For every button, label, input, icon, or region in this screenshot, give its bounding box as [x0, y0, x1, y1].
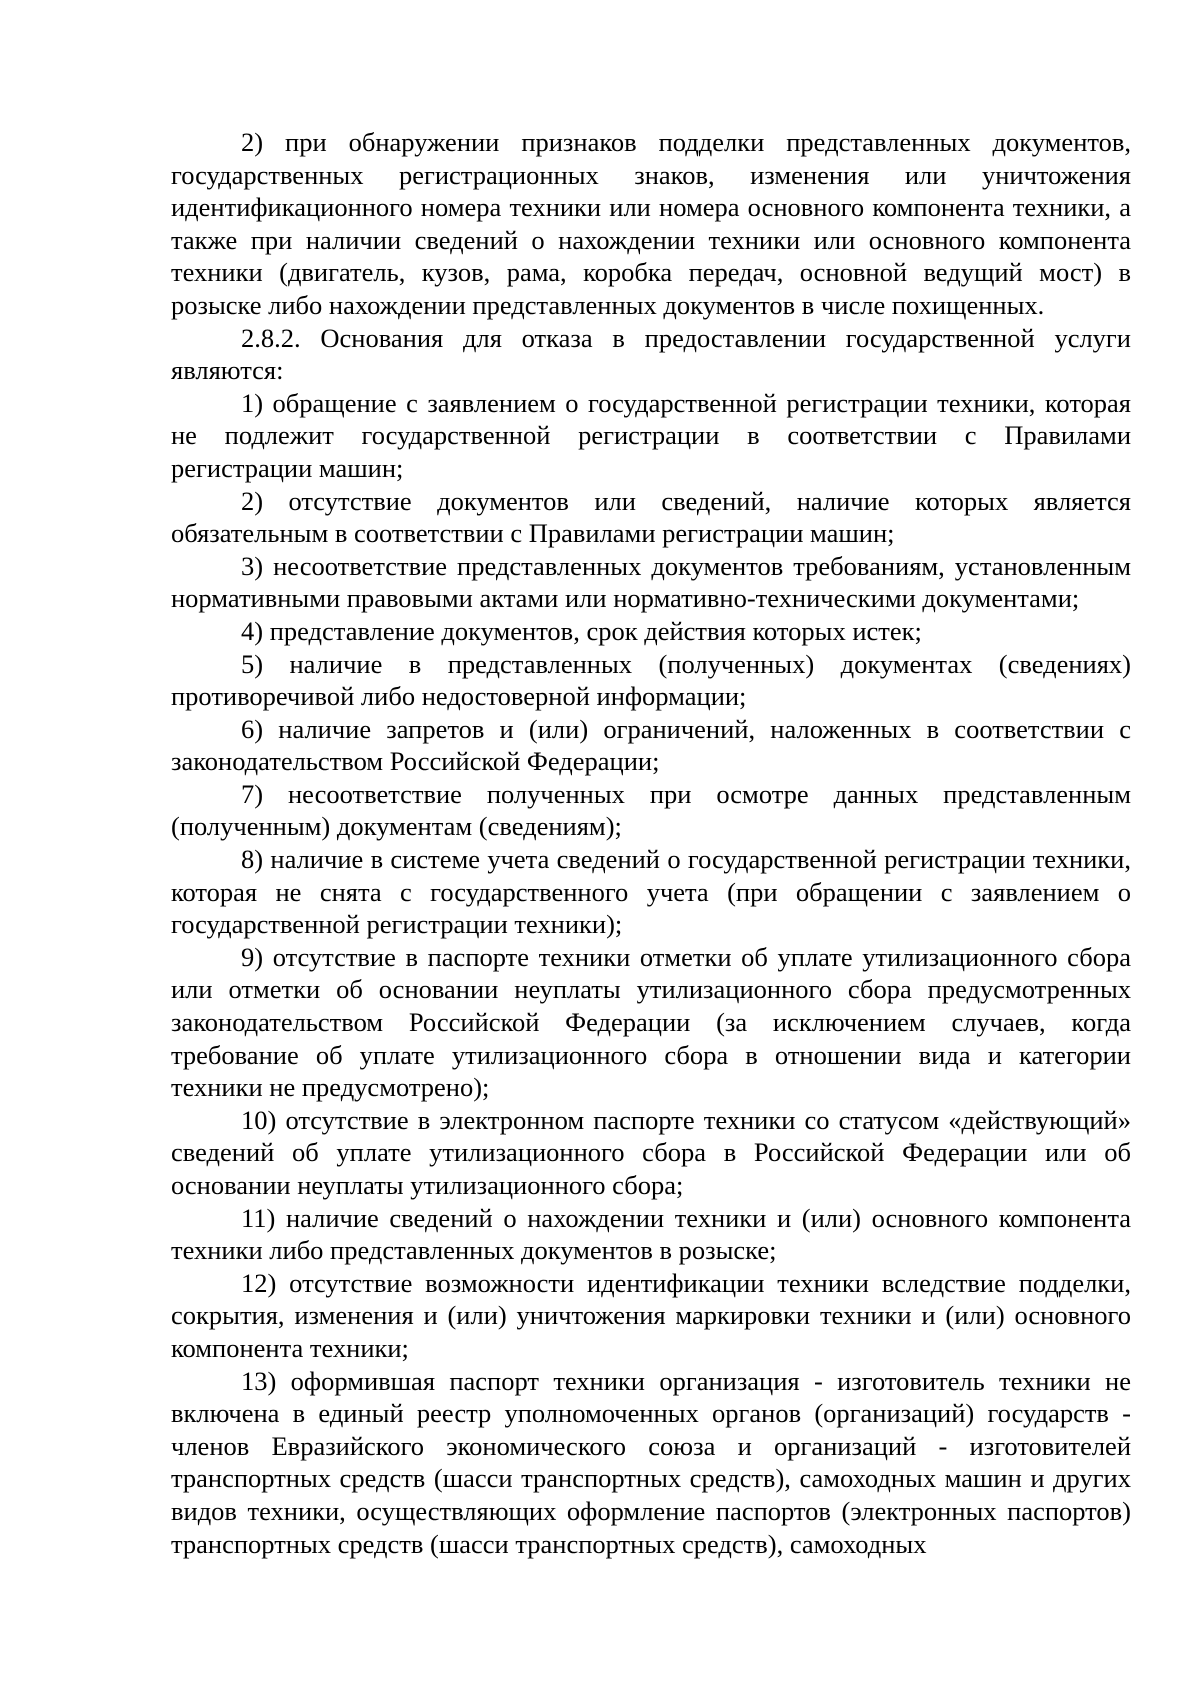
paragraph-ground-13: 13) оформившая паспорт техники организация - изготовитель техники не включена в единый реестр уполномоченных органов (организаций) государств - членов Евразийского экономического союза и организаций - изготовителей транспортных средств (шасси транспортных средств), самоходных машин и других видов техники, осуществляющих оформление паспортов (электронных паспортов) транспортных средств (шасси транспортных средств), самоходных	[171, 1365, 1131, 1559]
paragraph-ground-8: 8) наличие в системе учета сведений о государственной регистрации техники, которая не снята с государственного учета (при обращении с заявлением о государственной регистрации техники);	[171, 844, 1131, 940]
paragraph-ground-1: 1) обращение с заявлением о государственной регистрации техники, которая не подлежит государственной регистрации в соответствии с Правилами регистрации машин;	[171, 387, 1131, 483]
paragraph-ground-6: 6) наличие запретов и (или) ограничений, наложенных в соответствии с законодательством Российской Федерации;	[171, 713, 1131, 777]
paragraph-item-2-counterfeit: 2) при обнаружении признаков подделки представленных документов, государственных регистрационных знаков, изменения или уничтожения идентификационного номера техники или номера основного компонента техники, а также при наличии сведений о нахождении техники или основного компонента техники (двигатель, кузов, рама, коробка передач, основной ведущий мост) в розыске либо нахождении представленных документов в числе похищенных.	[171, 127, 1131, 320]
paragraph-ground-5: 5) наличие в представленных (полученных) документах (сведениях) противоречивой либо недостоверной информации;	[171, 648, 1131, 712]
paragraph-ground-4: 4) представление документов, срок действия которых истек;	[241, 615, 922, 646]
paragraph-ground-9: 9) отсутствие в паспорте техники отметки об уплате утилизационного сбора или отметки об основании неуплаты утилизационного сбора предусмотренных законодательством Российской Федерации (за исключением случаев, когда требование об уплате утилизационного сбора в отношении вида и категории техники не предусмотрено);	[171, 941, 1131, 1103]
paragraph-ground-3: 3) несоответствие представленных документов требованиям, установленным нормативными правовыми актами или нормативно-техническими документами;	[171, 550, 1131, 614]
document-page	[171, 126, 1131, 1560]
paragraph-ground-10: 10) отсутствие в электронном паспорте техники со статусом «действующий» сведений об уплате утилизационного сбора в Российской Федерации или об основании неуплаты утилизационного сбора;	[171, 1104, 1131, 1200]
paragraph-section-2-8-2: 2.8.2. Основания для отказа в предоставлении государственной услуги являются:	[171, 322, 1131, 386]
paragraph-ground-2: 2) отсутствие документов или сведений, наличие которых является обязательным в соответствии с Правилами регистрации машин;	[171, 485, 1131, 549]
paragraph-ground-12: 12) отсутствие возможности идентификации техники вследствие подделки, сокрытия, изменения и (или) уничтожения маркировки техники и (или) основного компонента техники;	[171, 1267, 1131, 1363]
paragraph-ground-11: 11) наличие сведений о нахождении техники и (или) основного компонента техники либо представленных документов в розыске;	[171, 1202, 1131, 1266]
paragraph-ground-7: 7) несоответствие полученных при осмотре данных представленным (полученным) документам (сведениям);	[171, 778, 1131, 842]
